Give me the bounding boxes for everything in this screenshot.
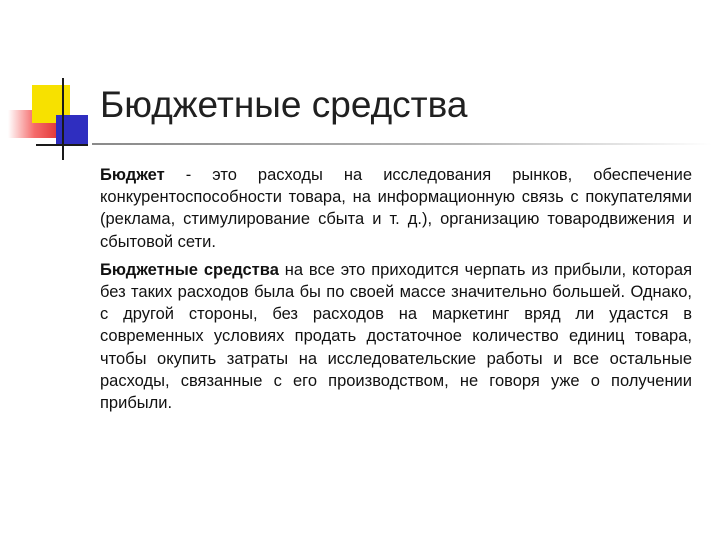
title-underline-rule <box>92 143 712 145</box>
paragraph-budget-text: - это расходы на исследования рынков, обеспечение конкурентоспособности товара, на информационную связь с покупателями (реклама, стимулирование сбыта и т. д.), организацию товародвижения и сбытовой сети. <box>100 166 692 251</box>
paragraph-budget-funds <box>100 259 692 414</box>
paragraph-budget <box>100 164 692 253</box>
slide-body <box>100 164 692 420</box>
paragraph-budget-funds-text: на все это приходится черпать из прибыли, которая без таких расходов была бы по своей массе значительно большей. Однако, с другой стороны, без расходов на маркетинг вряд ли удастся в современных условиях продать достаточное количество единиц товара, чтобы окупить затраты на исследовательские работы и все остальные расходы, связанные с его производством, не говоря уже о получении прибыли. <box>100 260 693 413</box>
term-budget-funds: Бюджетные средства <box>100 260 279 279</box>
blue-square-decoration <box>56 115 88 145</box>
horizontal-line-decoration <box>36 144 88 146</box>
term-budget: Бюджет <box>100 166 165 184</box>
slide-title: Бюджетные средства <box>100 84 468 125</box>
vertical-line-decoration <box>62 78 64 160</box>
